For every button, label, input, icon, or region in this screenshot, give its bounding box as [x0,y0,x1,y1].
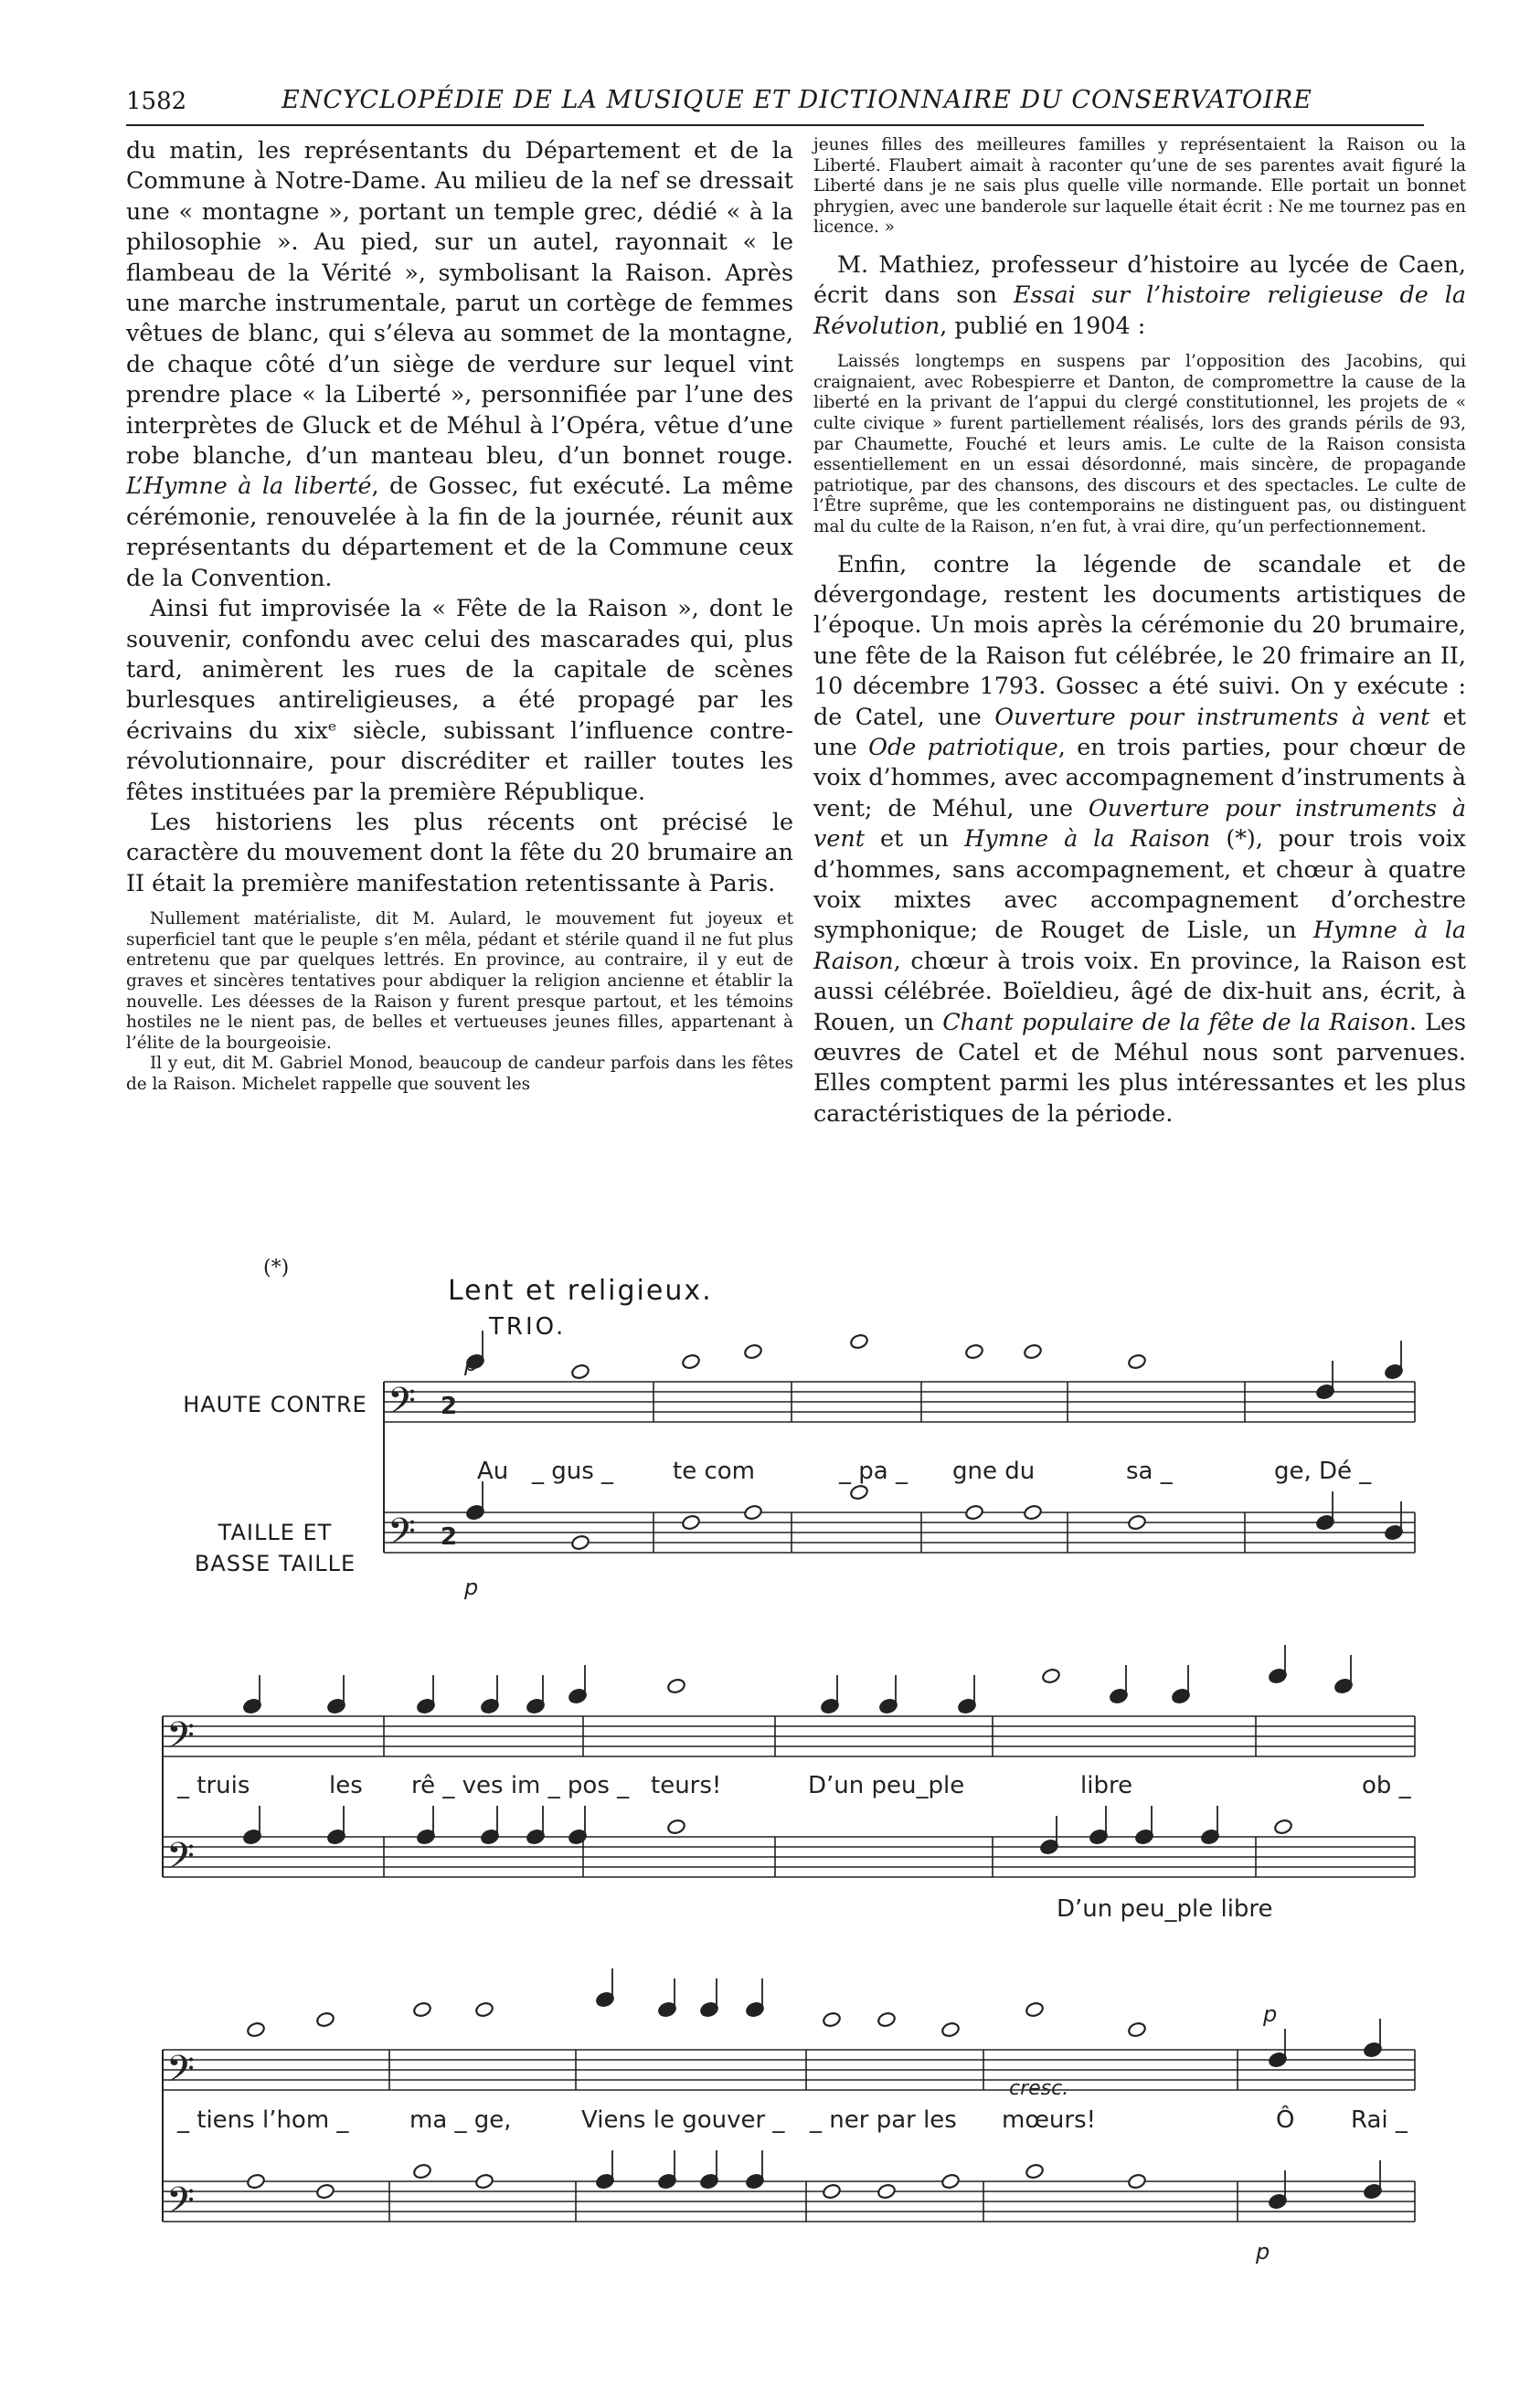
trio-label: TRIO. [489,1313,567,1341]
note-head [666,1819,685,1835]
lyric-syllable: ma _ ge, [409,2106,512,2134]
lyric-syllable: sa _ [1126,1458,1173,1485]
lyric-syllable: _ ner par les [810,2106,957,2134]
note-head [246,2021,265,2038]
note-head [474,2173,494,2190]
note-head [1273,1819,1292,1835]
page-number: 1582 [126,88,187,115]
note-head [849,1333,868,1350]
staff-lines [163,1382,1415,2222]
lyric-syllable: les [329,1772,363,1799]
voice-label-taille: TAILLE ET BASSE TAILLE [194,1520,356,1576]
lyric-syllable: _ gus _ [532,1458,614,1485]
running-title: ENCYCLOPÉDIE DE LA MUSIQUE ET DICTIONNAIRE DU CONSERVATOIRE [282,86,1312,114]
note-head [315,2183,335,2200]
bass-clef-icon: 𝄢 [388,1511,416,1562]
lyric-syllable: _ tiens l’hom _ [177,2106,349,2134]
note-head [666,1678,685,1694]
note-head [570,1534,590,1551]
note-head [1127,1353,1146,1370]
cresc-marking: cresc. [1009,2077,1069,2100]
lyric-syllable: gne du [952,1458,1036,1485]
note-head [877,2011,896,2028]
note-head [1023,1343,1042,1360]
right-paragraph-documents: Enfin, contre la légende de scandale et de dévergondage, restent les documents artistiques de l’époque. Un mois après la cérémonie du 20 brumaire, une fête de la Raison fut célébrée, le 20 frimaire an II, 10 décembre 1793. Gossec a été suivi. On y exécute : de Catel, une Ouverture pour instruments à vent et une Ode patriotique, en trois parties, pour chœur de voix d’hommes, avec accompagnement d’instruments à vent; de Méhul, une Ouverture pour instruments à vent et un Hymne à la Raison (*), pour trois voix d’hommes, sans accompagnement, et chœur à quatre voix mixtes avec accompagnement d’orchestre symphonique; de Rouget de Lisle, un Hymne à la Raison, chœur à trois voix. En province, la Raison est aussi célébrée. Boïeldieu, âgé de dix-huit ans, écrit, à Rouen, un Chant populaire de la fête de la Raison. Les œuvres de Catel et de Méhul nous sont parvenues. Elles comptent parmi les plus intéressantes et les plus caractéristiques de la période. [813,549,1467,1127]
bass-clef-icon: 𝄢 [166,2048,195,2099]
note-head [940,2021,960,2038]
note-heads [242,1331,1403,2210]
time-signature: 2 [441,1393,458,1420]
note-head [681,1514,700,1531]
aulard-quote: Nullement matérialiste, dit M. Aulard, le mouvement fut joyeux et superficiel tant que le peuple s’en mêla, pédant et stérile quand il ne fut plus entretenu que par quelques lettrés. En province, au contraire, il y eut de graves et sincères tentatives pour abdiquer la religion ancienne et établir la nouvelle. Les déesses de la Raison y furent presque partout, et les témoins hostiles ne le nient pas, de belles et vertueuses jeunes filles, appartenant à l’élite de la bourgeoisie. [126,909,793,1053]
lyric-syllable: D’un peu_ple [808,1772,965,1799]
lyric-syllable: Ô [1276,2106,1295,2134]
mathiez-quote: Laissés longtemps en suspens par l’opposition des Jacobins, qui craignaient, avec Robespierre et Danton, de compromettre la cause de la liberté en la privant de l’appui du clergé constitutionnel, les projets de « culte civique » furent partiellement réalisés, lors des grands périls de 93, par Chaumette, Fouché et leurs amis. Le culte de la Raison consista essentiellement en un essai désordonné, mais sincère, de propagande patriotique, par des chansons, des discours et des spectacles. Le culte de l’Être suprême, que les contemporains ne distinguent pas, ou distinguent mal du culte de la Raison, n’en fut, à vrai dire, qu’un perfectionnement. [813,352,1466,536]
footnote-marker: (*) [263,1257,290,1279]
note-head [964,1343,983,1360]
note-head [1041,1668,1060,1684]
bass-clef-icon: 𝄢 [166,1714,195,1766]
time-signature: 2 [441,1523,458,1551]
lyric-syllable: _ pa _ [839,1458,908,1485]
voice-label-haute-contre: HAUTE CONTRE [183,1392,367,1417]
monod-quote: Il y eut, dit M. Gabriel Monod, beaucoup de candeur parfois dans les fêtes de la Raison. Michelet rappelle que souvent les [126,1054,793,1094]
left-paragraph-1: du matin, les représentants du Département et de la Commune à Notre-Dame. Au milieu de la nef se dressait une « montagne », portant un temple grec, dédié « à la philosophie ». Au pied, sur un autel, rayonnait « le flambeau de la Vérité », symbolisant la Raison. Après une marche instrumentale, parut un cortège de femmes vêtues de blanc, qui s’éleva au sommet de la montagne, de chaque côté d’un siège de verdure sur lequel vint prendre place « la Liberté », personnifiée par l’une des interprètes de Gluck et de Méhul à l’Opéra, vêtue d’une robe blanche, d’un manteau bleu, d’un bonnet rouge. L’Hymne à la liberté, de Gossec, fut exécuté. La même cérémonie, renouvelée à la fin de la journée, réunit aux représentants du département et de la Commune ceux de la Convention. [126,136,793,591]
bass-clef-icon: 𝄢 [166,2180,195,2231]
note-head [412,2001,431,2018]
note-head [1025,2001,1044,2018]
mathiez-intro: M. Mathiez, professeur d’histoire au lycée de Caen, écrit dans son Essai sur l’histoire religieuse de la Révolution, publié en 1904 : [813,249,1466,339]
note-head [412,2163,431,2180]
dynamic-p: p [464,1575,479,1600]
note-head [940,2173,960,2190]
note-head [877,2183,896,2200]
lyric-syllable: Viens le gouver _ [581,2106,785,2134]
lyric-syllable: te com [673,1458,755,1485]
lyric-syllable: Rai _ [1351,2106,1408,2134]
note-head [743,1504,762,1521]
lyric-syllable: ob _ [1362,1772,1411,1799]
note-head [474,2001,494,2018]
note-head [570,1363,590,1380]
lyric-syllable: teurs! [651,1772,722,1799]
note-head [1127,2173,1146,2190]
lyric-syllable: Au [477,1458,509,1485]
note-head [1025,2163,1044,2180]
note-head [743,1343,762,1360]
dynamic-p: p [1263,2001,1278,2027]
dynamic-p: p [464,1351,479,1376]
note-head [681,1353,700,1370]
lyric-syllables [176,1458,1412,2134]
note-head [315,2011,335,2028]
note-head [1127,2021,1146,2038]
lyric-syllable: ge, Dé _ [1274,1458,1372,1485]
bass-clef-icon: 𝄢 [166,1835,195,1886]
bass-clefs [166,1380,416,2231]
note-head [1023,1504,1042,1521]
lyric-syllable: _ truis [177,1772,250,1799]
note-head [822,2183,841,2200]
note-head [822,2011,841,2028]
note-head [964,1504,983,1521]
monod-quote-continued: jeunes filles des meilleures familles y représentaient la Raison ou la Liberté. Flaubert aimait à raconter qu’une de ses parentes avait figuré la Liberté dans je ne sais plus quelle ville normande. Elle portait un bonnet phrygien, avec une banderole sur laquelle était écrit : Ne me tournez pas en licence. » [813,135,1466,238]
note-head [246,2173,265,2190]
lyric-syllable: mœurs! [1002,2106,1097,2134]
bass-clef-icon: 𝄢 [388,1380,416,1431]
note-head [849,1484,868,1501]
lyric-syllable: D’un peu_ple libre [1057,1895,1273,1923]
tempo-marking: Lent et religieux. [448,1275,713,1307]
left-paragraph-3: Les historiens les plus récents ont précisé le caractère du mouvement dont la fête du 20 brumaire an II était la première manifestation retentissante à Paris. [126,807,793,896]
left-paragraph-2: Ainsi fut improvisée la « Fête de la Raison », dont le souvenir, confondu avec celui des mascarades qui, plus tard, animèrent les rues de la capitale de scènes burlesques antireligieuses, a été propagé par les écrivains du xixᵉ siècle, subissant l’influence contre-révolutionnaire, pour discréditer et railler toutes les fêtes instituées par la première République. [126,594,793,805]
dynamic-p: p [1256,2239,1270,2265]
lyric-syllable: libre [1080,1772,1133,1799]
note-head [1127,1514,1146,1531]
lyric-syllable: rê _ ves im _ pos _ [411,1772,630,1799]
